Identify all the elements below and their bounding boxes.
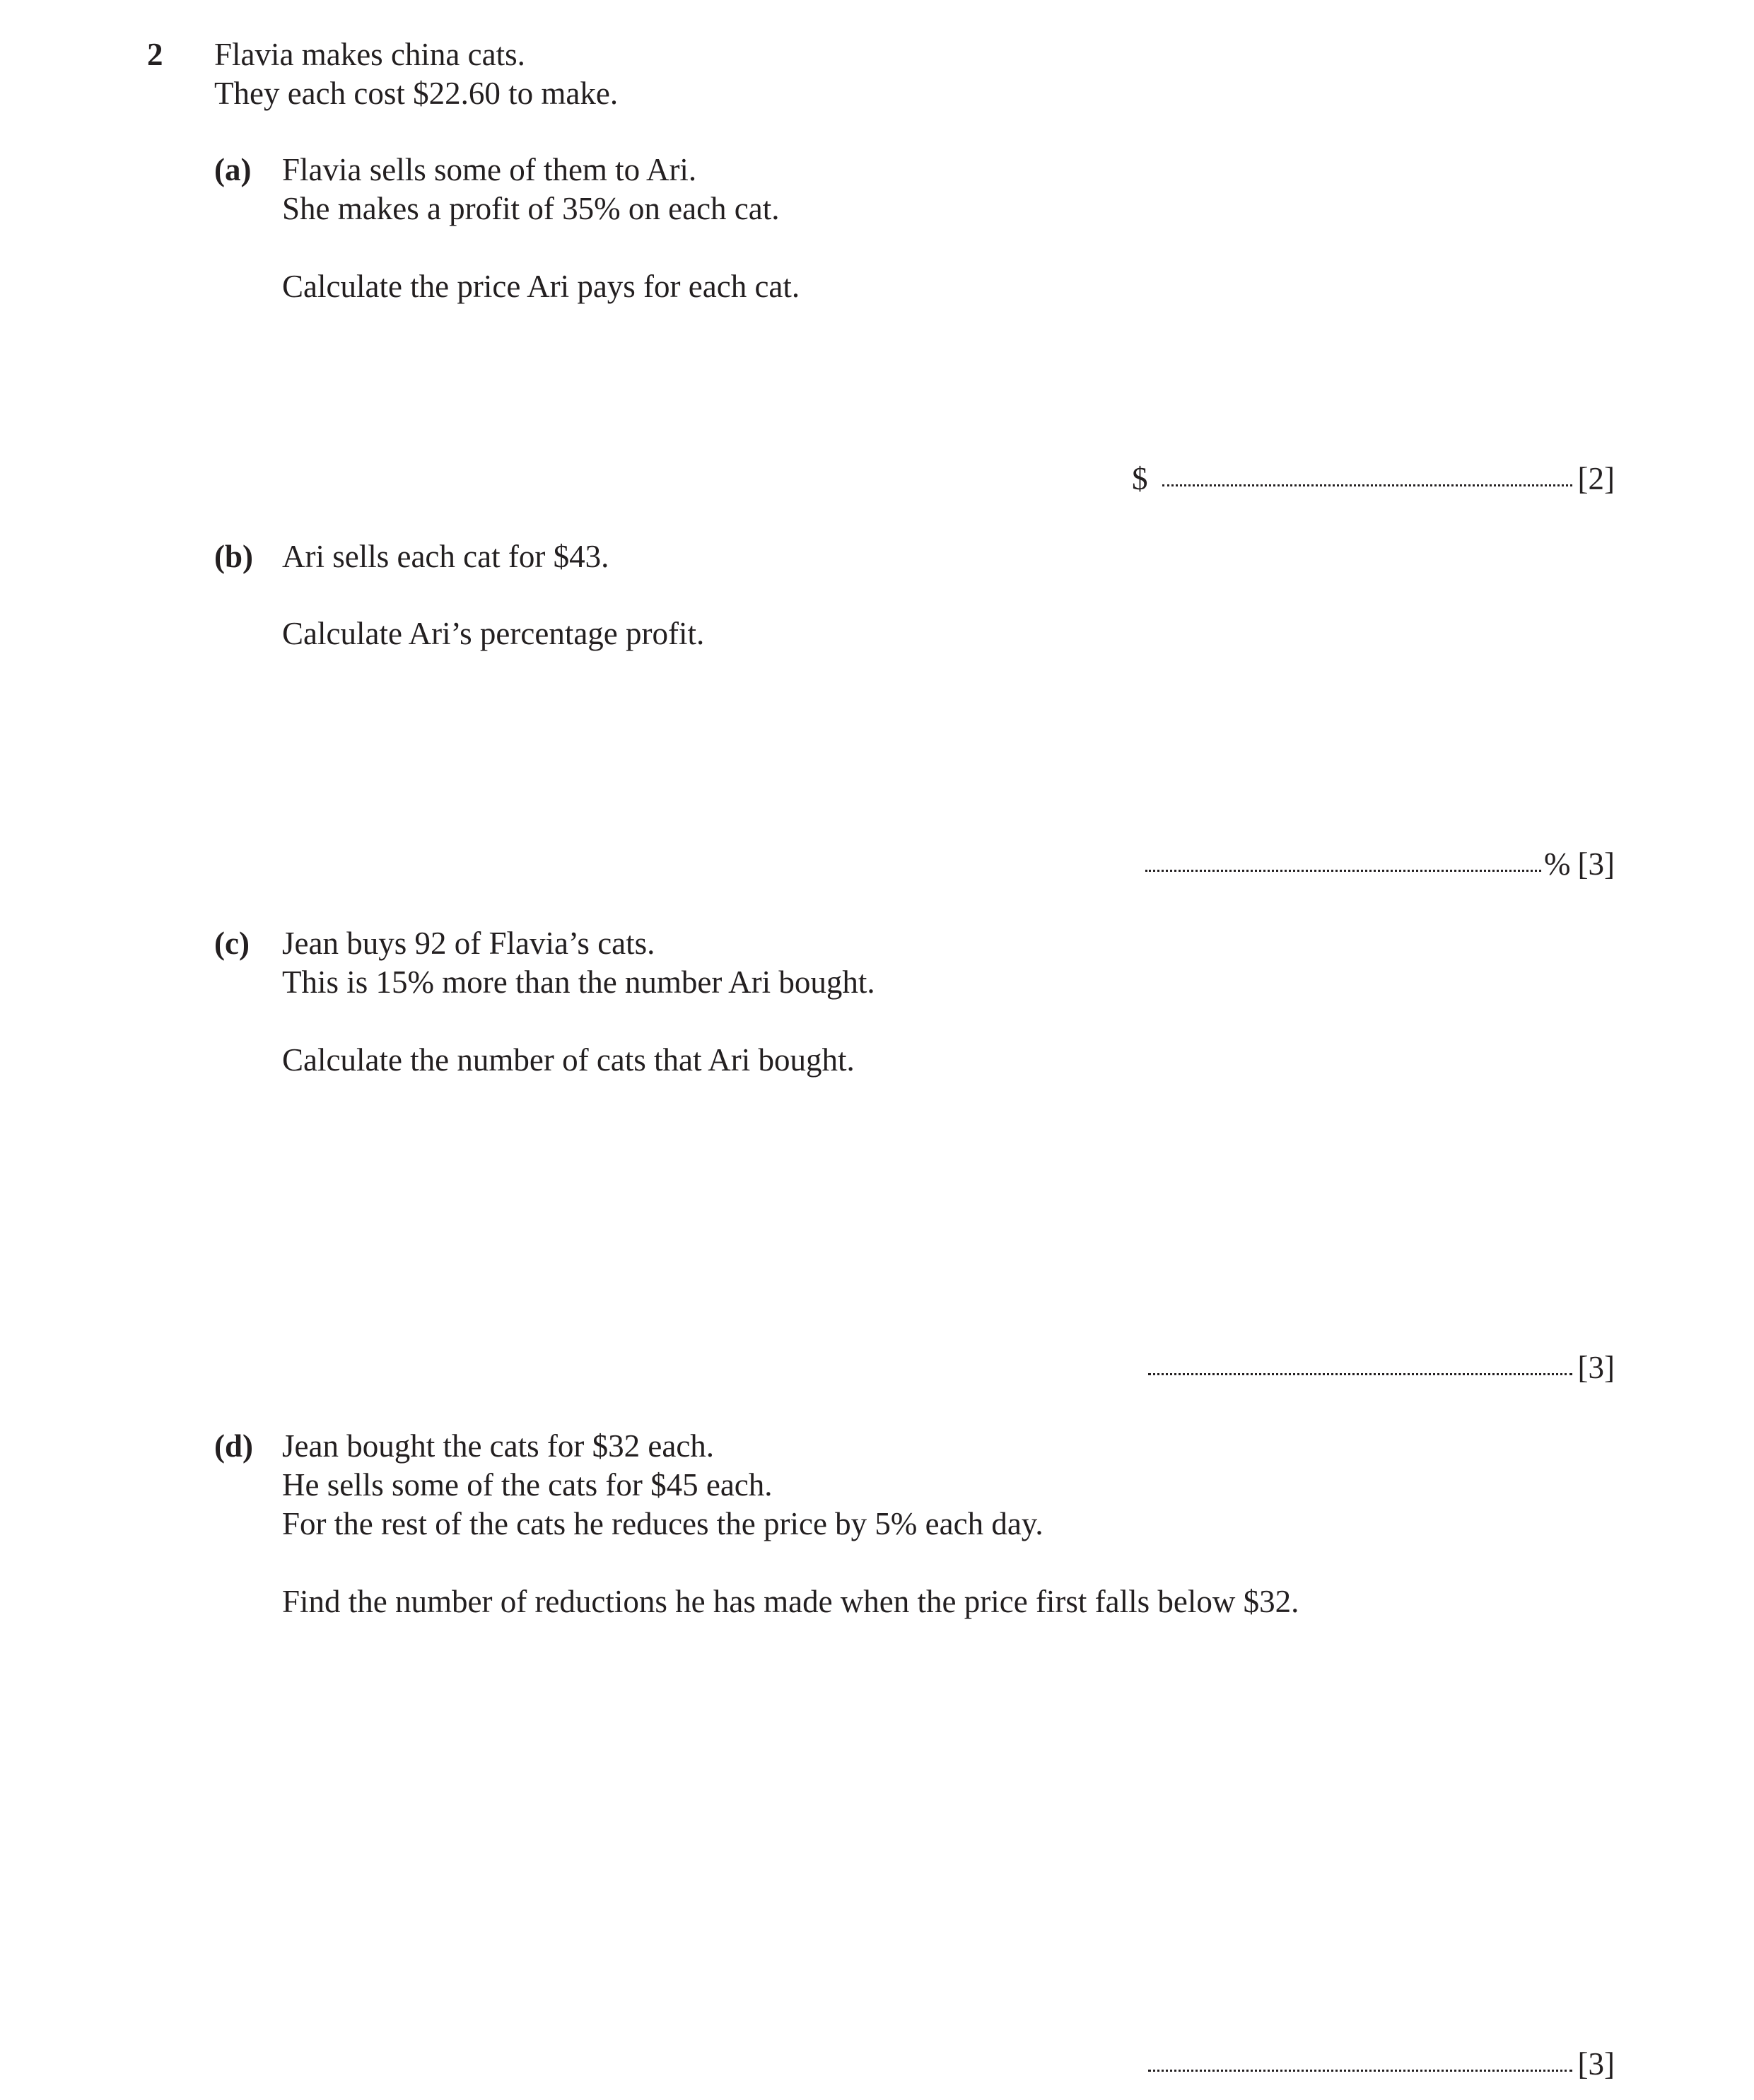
part-b-line-1: Ari sells each cat for $43. (282, 539, 609, 574)
part-a-line-2: She makes a profit of 35% on each cat. (282, 191, 780, 226)
part-b-answer-line[interactable] (1145, 848, 1615, 880)
part-b-marks: [3] (1577, 846, 1615, 882)
part-a-answer-dots[interactable] (1162, 484, 1572, 486)
part-b-answer-suffix: % (1544, 846, 1571, 882)
part-c-answer-dots[interactable] (1148, 1373, 1572, 1375)
part-b-instruction: Calculate Ari’s percentage profit. (282, 616, 705, 651)
part-d-marks: [3] (1577, 2046, 1615, 2082)
part-b-answer-dots[interactable] (1145, 870, 1541, 872)
part-c-instruction: Calculate the number of cats that Ari bought. (282, 1042, 855, 1078)
part-c-label: (c) (214, 926, 250, 961)
part-a-line-1: Flavia sells some of them to Ari. (282, 152, 697, 187)
part-a-instruction: Calculate the price Ari pays for each cat. (282, 269, 800, 304)
part-b-label: (b) (214, 539, 253, 574)
part-d-answer-line[interactable] (1148, 2048, 1615, 2080)
part-d-line-3: For the rest of the cats he reduces the price by 5% each day. (282, 1506, 1043, 1541)
part-a-marks: [2] (1577, 461, 1615, 496)
intro-line-2: They each cost $22.60 to make. (214, 76, 619, 111)
part-a-answer-prefix: $ (1132, 461, 1148, 496)
part-c-line-1: Jean buys 92 of Flavia’s cats. (282, 926, 655, 961)
question-number: 2 (147, 37, 163, 72)
part-d-answer-dots[interactable] (1148, 2070, 1572, 2072)
part-d-line-2: He sells some of the cats for $45 each. (282, 1467, 773, 1503)
part-c-marks: [3] (1577, 1350, 1615, 1385)
part-c-line-2: This is 15% more than the number Ari bought. (282, 964, 875, 1000)
part-a-answer-line[interactable] (1132, 463, 1615, 495)
part-d-label: (d) (214, 1428, 253, 1464)
part-c-answer-line[interactable] (1148, 1352, 1615, 1384)
part-a-label: (a) (214, 152, 252, 187)
intro-line-1: Flavia makes china cats. (214, 37, 525, 72)
part-d-instruction: Find the number of reductions he has made when the price first falls below $32. (282, 1584, 1299, 1619)
part-d-line-1: Jean bought the cats for $32 each. (282, 1428, 715, 1464)
